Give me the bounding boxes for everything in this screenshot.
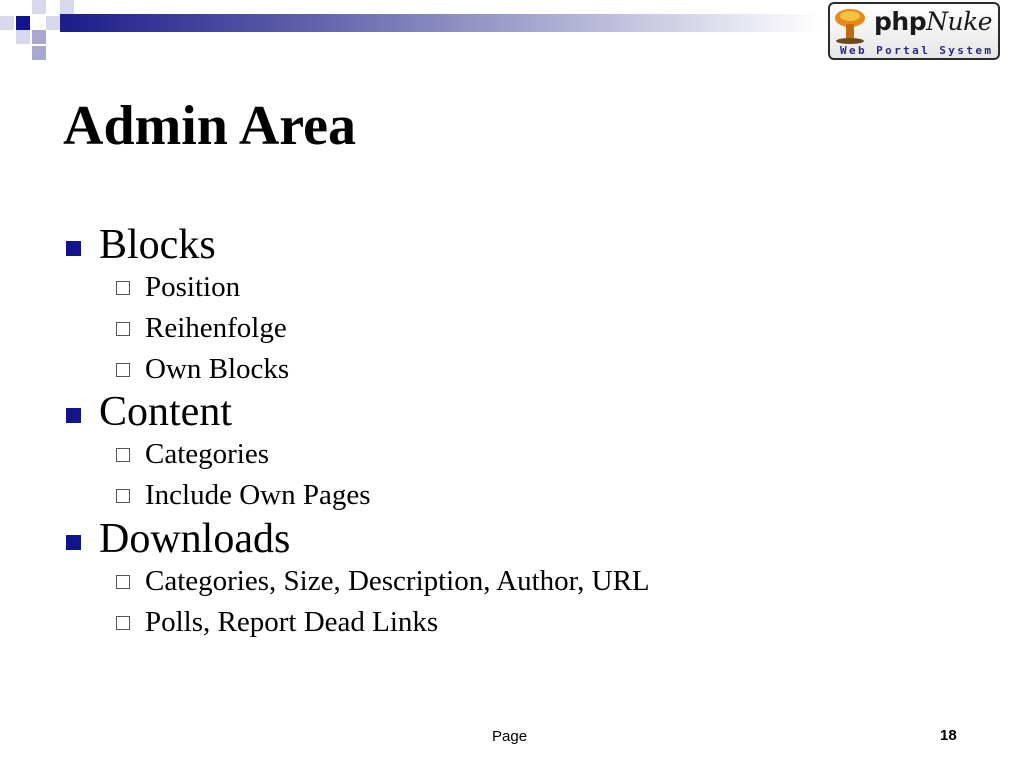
hollow-square-bullet-icon — [116, 448, 130, 462]
square-bullet-icon — [66, 241, 81, 256]
bullet-text: Downloads — [99, 515, 291, 562]
decor-square — [32, 30, 46, 44]
hollow-square-bullet-icon — [116, 322, 130, 336]
sub-bullet-text: Include Own Pages — [145, 479, 371, 512]
decor-square — [16, 16, 30, 30]
bullet-text: Blocks — [99, 222, 216, 268]
decor-square — [32, 0, 46, 14]
decor-square — [0, 16, 14, 30]
hollow-square-bullet-icon — [116, 363, 130, 377]
decor-square — [46, 16, 60, 30]
square-bullet-icon — [66, 408, 81, 423]
bullet-text: Content — [99, 389, 232, 436]
sub-bullet-text: Categories, Size, Description, Author, URL — [145, 564, 650, 597]
phpnuke-logo — [828, 2, 1000, 60]
logo-wordmark: phpNuke — [874, 7, 993, 36]
decor-square — [32, 46, 46, 60]
sub-bullet-text: Polls, Report Dead Links — [145, 605, 439, 638]
footer-page-number: 18 — [940, 727, 957, 744]
logo-tagline: Web Portal System — [840, 44, 994, 57]
sub-bullet-text: Categories — [145, 438, 270, 471]
header-decoration — [0, 0, 820, 64]
hollow-square-bullet-icon — [116, 489, 130, 503]
footer-page-label: Page — [492, 728, 528, 745]
square-bullet-icon — [66, 535, 81, 550]
decor-square — [16, 30, 30, 44]
sub-bullet-text: Own Blocks — [145, 352, 290, 385]
sub-bullet-text: Position — [145, 271, 241, 303]
sub-bullet-text: Reihenfolge — [145, 311, 287, 344]
hollow-square-bullet-icon — [116, 616, 130, 630]
hollow-square-bullet-icon — [116, 281, 130, 295]
header-gradient-bar — [60, 14, 820, 32]
decor-square — [60, 0, 74, 14]
slide-title: Admin Area — [63, 95, 356, 157]
hollow-square-bullet-icon — [116, 575, 130, 589]
